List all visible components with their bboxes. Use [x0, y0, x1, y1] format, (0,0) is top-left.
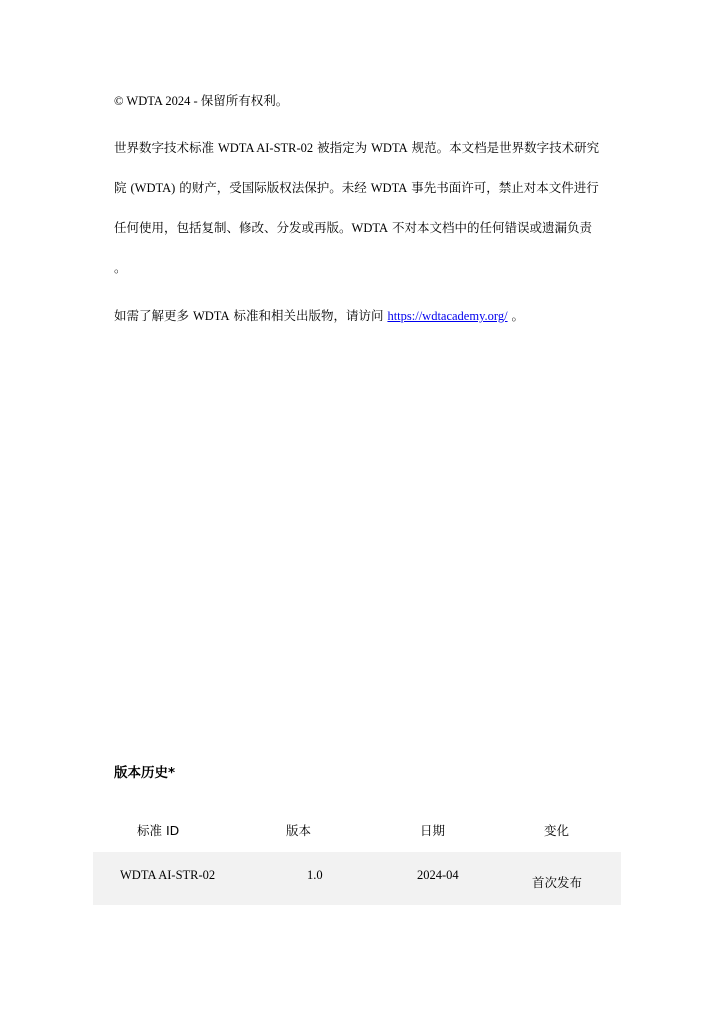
statement-segment: 规范。本文档是世界数字技术研究 — [407, 140, 600, 155]
statement-segment: (WDTA) — [130, 181, 176, 195]
statement-segment: 不对本文档中的任何错误或遗漏负责 — [388, 220, 592, 235]
statement-segment: 事先书面许可，禁止对本文件进行 — [407, 180, 599, 195]
statement-segment: 。 — [114, 260, 127, 275]
statement-segment: 院 — [114, 180, 131, 195]
more-info-org: WDTA — [192, 309, 230, 323]
cell-version: 1.0 — [307, 868, 323, 882]
statement-segment: WDTA — [370, 181, 408, 195]
table-row — [93, 852, 621, 905]
designation-statement — [114, 138, 638, 278]
more-info-prefix: 如需了解更多 — [114, 308, 193, 323]
more-info-paragraph — [114, 306, 638, 324]
statement-line — [114, 258, 127, 276]
statement-segment: WDTA AI-STR-02 — [217, 141, 314, 155]
more-info-middle: 标准和相关出版物，请访问 — [229, 308, 388, 323]
header-date: 日期 — [420, 823, 446, 838]
copyright-notice — [114, 92, 288, 110]
version-history-heading: 版本历史* — [114, 765, 176, 781]
header-version: 版本 — [286, 823, 312, 838]
cell-date: 2024-04 — [417, 868, 459, 882]
statement-segment: WDTA — [371, 141, 408, 155]
statement-segment: 被指定为 — [313, 140, 372, 155]
statement-line — [114, 138, 599, 156]
copyright-rights: 保留所有权利。 — [200, 93, 289, 108]
cell-change: 首次发布 — [532, 875, 583, 890]
statement-segment: WDTA — [351, 221, 389, 235]
header-standard-id: 标准 ID — [137, 823, 180, 838]
copyright-separator: - — [190, 94, 201, 108]
statement-line — [114, 178, 599, 196]
more-info-suffix: 。 — [507, 308, 525, 323]
statement-segment: 任何使用，包括复制、修改、分发或再版。 — [114, 220, 352, 235]
statement-segment: 的财产，受国际版权法保护。未经 — [175, 180, 371, 195]
wdta-website-link[interactable]: https://wdtacademy.org/ — [387, 309, 508, 323]
table-header-row — [93, 806, 621, 852]
statement-segment: 世界数字技术标准 — [114, 140, 218, 155]
statement-line — [114, 218, 592, 236]
cell-standard-id: WDTA AI-STR-02 — [120, 868, 216, 882]
header-change: 变化 — [544, 823, 570, 838]
copyright-org-year: © WDTA 2024 — [114, 94, 191, 108]
